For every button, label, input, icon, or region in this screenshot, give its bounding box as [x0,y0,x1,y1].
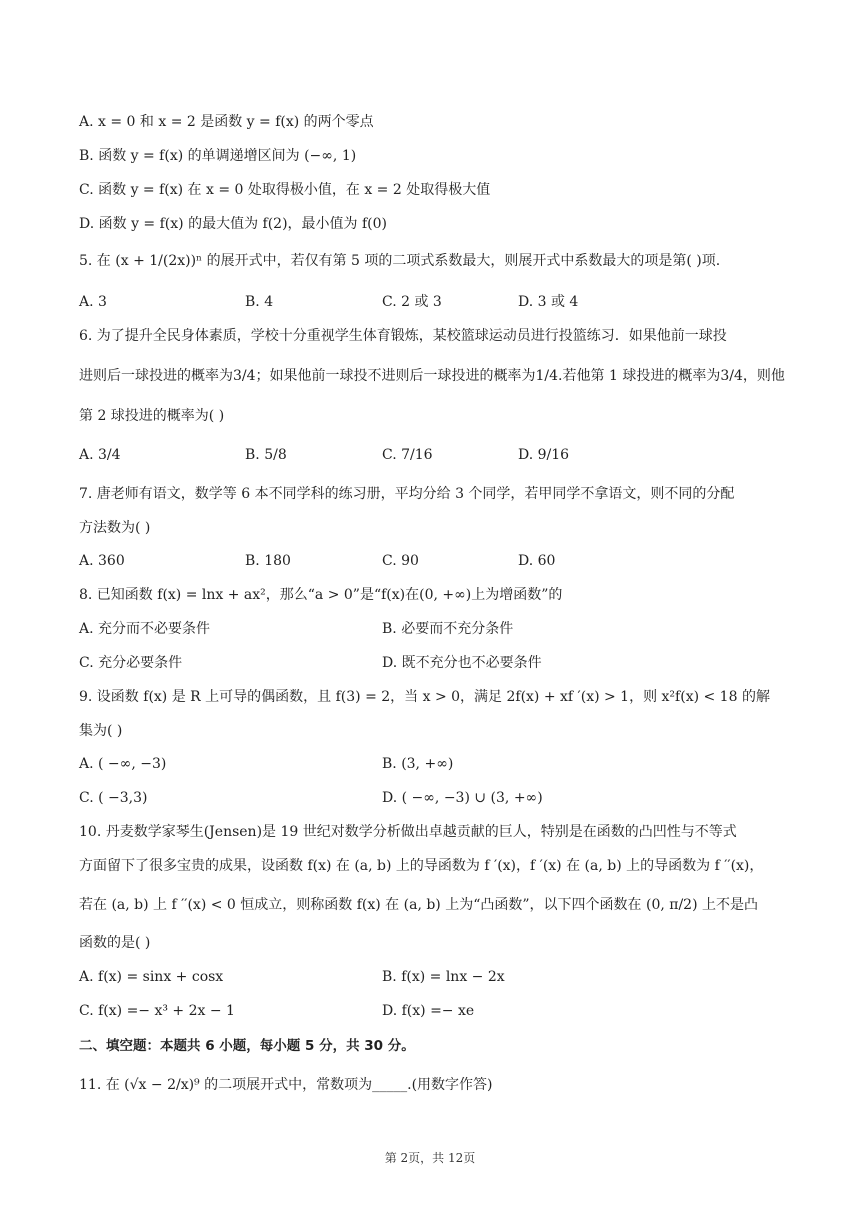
q8-option-c: C. 充分必要条件 [79,655,183,671]
q4-option-a: A. x = 0 和 x = 2 是函数 y = f(x) 的两个零点 [79,114,374,130]
q8-option-a: A. 充分而不必要条件 [79,621,211,637]
q9-option-c: C. ( −3,3) [79,790,148,806]
q9-option-b: B. (3, +∞) [382,756,454,772]
q10-line-3: 若在 (a, b) 上 f ′′(x) < 0 恒成立，则称函数 f(x) 在 (a, b) 上为“凸函数”，以下四个函数在 (0, π/2) 上不是凸 [79,897,758,913]
q6-line-2: 进则后一球投进的概率为3/4；如果他前一球投不进则后一球投进的概率为1/4.若他第 1 球投进的概率为3/4，则他 [79,368,785,384]
q7-line-2: 方法数为( ) [79,520,151,536]
section-2-title: 二、填空题：本题共 6 小题，每小题 5 分，共 30 分。 [79,1038,415,1054]
q9-line-2: 集为( ) [79,723,123,739]
q8-stem: 8. 已知函数 f(x) = lnx + ax²，那么“a > 0”是“f(x)在(0, +∞)上为增函数”的 [79,587,563,603]
q11-stem: 11. 在 (√x − 2/x)⁹ 的二项展开式中，常数项为_____.(用数字作答) [79,1077,493,1093]
q5-option-a: A. 3 [79,294,107,310]
q4-option-b: B. 函数 y = f(x) 的单调递增区间为 (−∞, 1) [79,148,357,164]
q4-option-c: C. 函数 y = f(x) 在 x = 0 处取得极小值，在 x = 2 处取得极大值 [79,182,491,198]
q5-option-b: B. 4 [245,294,274,310]
page-footer: 第 2页，共 12页 [384,1151,476,1165]
q6-line-3: 第 2 球投进的概率为( ) [79,408,225,424]
q9-option-a: A. ( −∞, −3) [79,756,167,772]
q10-line-1: 10. 丹麦数学家琴生(Jensen)是 19 世纪对数学分析做出卓越贡献的巨人，特别是在函数的凸凹性与不等式 [79,824,737,840]
q10-option-b: B. f(x) = lnx − 2x [382,969,505,985]
q6-option-c: C. 7/16 [382,447,433,463]
q10-line-2: 方面留下了很多宝贵的成果，设函数 f(x) 在 (a, b) 上的导函数为 f ′(x)，f ′(x) 在 (a, b) 上的导函数为 f ′′(x)， [79,858,764,874]
q7-option-a: A. 360 [79,553,125,569]
q5-option-d: D. 3 或 4 [518,294,579,310]
q5-stem: 5. 在 (x + 1/(2x))ⁿ 的展开式中，若仅有第 5 项的二项式系数最大，则展开式中系数最大的项是第( )项. [79,253,721,269]
q7-option-c: C. 90 [382,553,419,569]
q6-option-d: D. 9/16 [518,447,570,463]
q5-option-c: C. 2 或 3 [382,294,442,310]
q10-option-d: D. f(x) =− xe [382,1003,475,1019]
q9-option-d: D. ( −∞, −3) ∪ (3, +∞) [382,790,543,806]
q6-line-1: 6. 为了提升全民身体素质，学校十分重视学生体育锻炼，某校篮球运动员进行投篮练习．如果他前一球投 [79,328,727,344]
q9-line-1: 9. 设函数 f(x) 是 R 上可导的偶函数，且 f(3) = 2，当 x > 0，满足 2f(x) + xf ′(x) > 1，则 x²f(x) < 18 的解 [79,689,770,705]
q10-option-c: C. f(x) =− x³ + 2x − 1 [79,1003,235,1019]
q7-option-b: B. 180 [245,553,291,569]
q6-option-a: A. 3/4 [79,447,121,463]
q10-line-4: 函数的是( ) [79,935,151,951]
q8-option-b: B. 必要而不充分条件 [382,621,514,637]
q8-option-d: D. 既不充分也不必要条件 [382,655,542,671]
q7-line-1: 7. 唐老师有语文，数学等 6 本不同学科的练习册，平均分给 3 个同学，若甲同学不拿语文，则不同的分配 [79,486,735,502]
q4-option-d: D. 函数 y = f(x) 的最大值为 f(2)，最小值为 f(0) [79,216,387,232]
q7-option-d: D. 60 [518,553,556,569]
q10-option-a: A. f(x) = sinx + cosx [79,969,224,985]
q6-option-b: B. 5/8 [245,447,287,463]
